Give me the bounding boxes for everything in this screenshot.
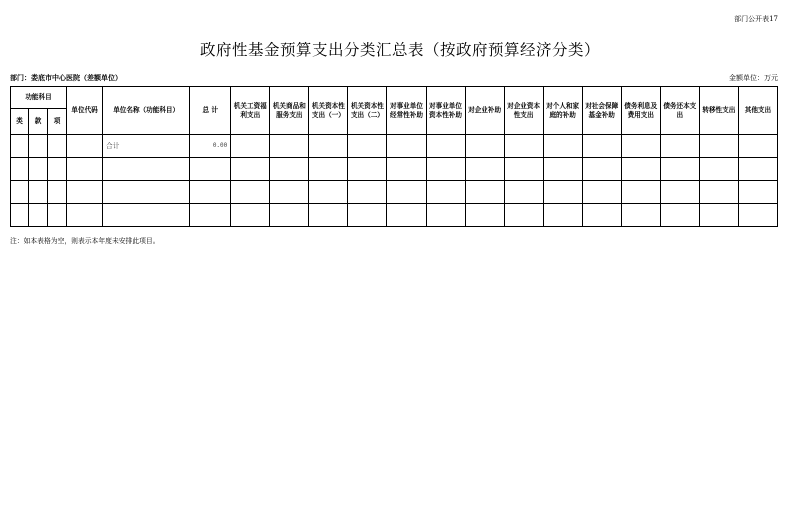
- table-cell: [387, 181, 426, 204]
- table-cell: [426, 204, 465, 227]
- table-cell: [504, 135, 543, 158]
- table-cell: [231, 181, 270, 204]
- amount-unit-label: 金额单位：万元: [729, 74, 778, 82]
- table-cell: [29, 135, 48, 158]
- table-cell: [504, 158, 543, 181]
- table-cell: [190, 204, 231, 227]
- department-label: 部门：娄底市中心医院（差额单位）: [10, 73, 122, 82]
- econ-col-header: 对事业单位经常性补助: [387, 87, 426, 135]
- table-cell: [543, 181, 582, 204]
- table-cell: [231, 135, 270, 158]
- table-cell: [11, 181, 29, 204]
- table-cell: [699, 158, 738, 181]
- table-cell: [621, 181, 660, 204]
- table-cell: [543, 135, 582, 158]
- table-cell: [348, 158, 387, 181]
- table-cell: [465, 181, 504, 204]
- econ-col-header: 对社会保障基金补助: [582, 87, 621, 135]
- table-cell: [270, 158, 309, 181]
- total-header: 总 计: [190, 87, 231, 135]
- table-cell: [48, 204, 67, 227]
- table-cell: [29, 158, 48, 181]
- econ-col-header: 机关资本性支出（二）: [348, 87, 387, 135]
- table-cell: [387, 204, 426, 227]
- econ-col-header: 债务还本支出: [660, 87, 699, 135]
- footnote: 注：如本表格为空，则表示本年度未安排此项目。: [10, 237, 160, 245]
- table-cell: [582, 181, 621, 204]
- econ-col-header: 机关商品和服务支出: [270, 87, 309, 135]
- table-cell: [660, 158, 699, 181]
- table-cell: [465, 135, 504, 158]
- table-cell: [738, 181, 777, 204]
- table-cell: [29, 204, 48, 227]
- table-cell: [543, 204, 582, 227]
- table-row: [11, 158, 778, 181]
- table-cell: [426, 158, 465, 181]
- econ-col-header: 机关资本性支出（一）: [309, 87, 348, 135]
- table-cell: [309, 158, 348, 181]
- category-header: 类: [11, 109, 29, 135]
- summary-name-cell: 合计: [103, 135, 190, 158]
- table-cell: [582, 204, 621, 227]
- form-number: 部门公开表17: [734, 15, 778, 23]
- table-cell: [29, 181, 48, 204]
- table-cell: [348, 181, 387, 204]
- table-cell: [67, 204, 103, 227]
- table-cell: [465, 158, 504, 181]
- table-cell: [270, 135, 309, 158]
- summary-total-cell: 0.00: [190, 135, 231, 158]
- table-cell: [11, 135, 29, 158]
- econ-col-header: 对事业单位资本性补助: [426, 87, 465, 135]
- table-cell: [231, 158, 270, 181]
- econ-col-header: 债务利息及费用支出: [621, 87, 660, 135]
- table-cell: [699, 135, 738, 158]
- summary-row: [11, 135, 778, 158]
- unit-code-header: 单位代码: [67, 87, 103, 135]
- econ-col-header: 机关工资福利支出: [231, 87, 270, 135]
- table-cell: [387, 158, 426, 181]
- table-cell: [543, 158, 582, 181]
- table-cell: [348, 135, 387, 158]
- table-cell: [67, 135, 103, 158]
- table-cell: [387, 135, 426, 158]
- table-cell: [426, 135, 465, 158]
- table-cell: [67, 158, 103, 181]
- table-cell: [309, 204, 348, 227]
- table-cell: [270, 181, 309, 204]
- table-cell: [103, 158, 190, 181]
- table-cell: [738, 135, 777, 158]
- table-cell: [660, 204, 699, 227]
- table-cell: [582, 135, 621, 158]
- table-cell: [48, 181, 67, 204]
- table-cell: [621, 204, 660, 227]
- table-cell: [190, 181, 231, 204]
- econ-col-header: 转移性支出: [699, 87, 738, 135]
- budget-table: [10, 86, 778, 227]
- table-cell: [11, 204, 29, 227]
- table-cell: [738, 204, 777, 227]
- unit-name-header: 单位名称（功能科目）: [103, 87, 190, 135]
- table-cell: [67, 181, 103, 204]
- table-cell: [190, 158, 231, 181]
- table-cell: [699, 204, 738, 227]
- table-cell: [504, 181, 543, 204]
- table-row: [11, 181, 778, 204]
- table-cell: [48, 158, 67, 181]
- econ-col-header: 其他支出: [738, 87, 777, 135]
- section-header: 款: [29, 109, 48, 135]
- table-cell: [699, 181, 738, 204]
- econ-col-header: 对企业资本性支出: [504, 87, 543, 135]
- table-cell: [348, 204, 387, 227]
- table-cell: [103, 181, 190, 204]
- table-cell: [309, 135, 348, 158]
- table-cell: [270, 204, 309, 227]
- table-cell: [48, 135, 67, 158]
- function-subject-header: 功能科目: [11, 87, 67, 109]
- econ-col-header: 对个人和家庭的补助: [543, 87, 582, 135]
- table-cell: [621, 135, 660, 158]
- table-cell: [426, 181, 465, 204]
- table-cell: [738, 158, 777, 181]
- table-cell: [660, 135, 699, 158]
- item-header: 项: [48, 109, 67, 135]
- table-cell: [465, 204, 504, 227]
- page-title: 政府性基金预算支出分类汇总表（按政府预算经济分类）: [199, 41, 600, 59]
- econ-col-header: 对企业补助: [465, 87, 504, 135]
- table-cell: [504, 204, 543, 227]
- table-cell: [11, 158, 29, 181]
- table-cell: [103, 204, 190, 227]
- table-row: [11, 204, 778, 227]
- table-cell: [309, 181, 348, 204]
- table-cell: [621, 158, 660, 181]
- table-cell: [660, 181, 699, 204]
- table-cell: [231, 204, 270, 227]
- table-cell: [582, 158, 621, 181]
